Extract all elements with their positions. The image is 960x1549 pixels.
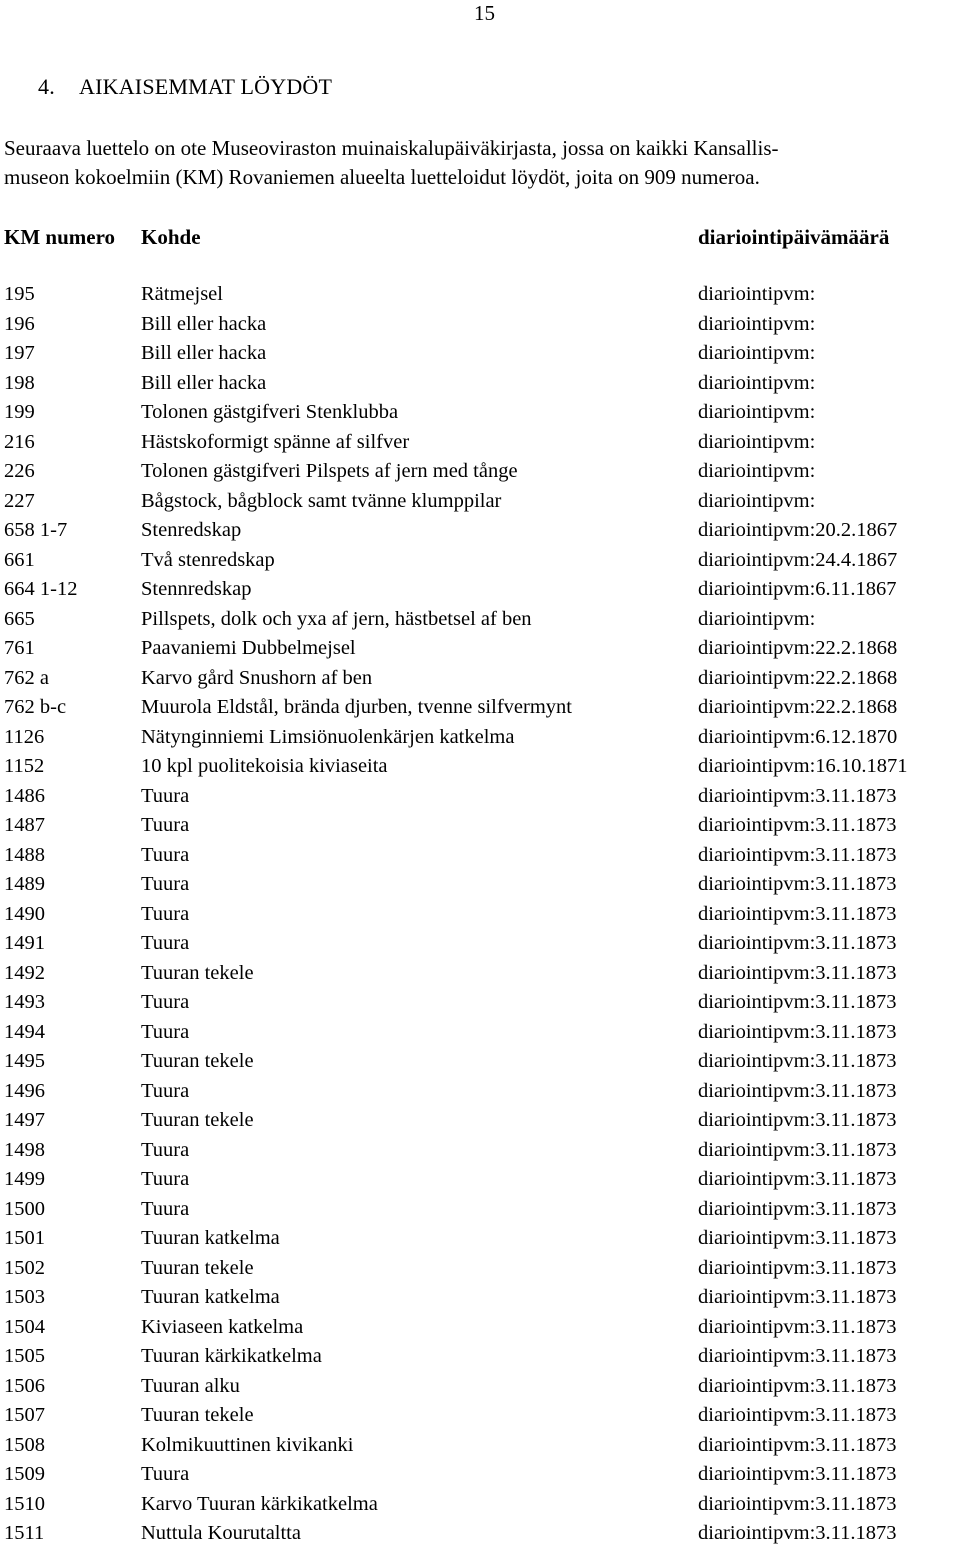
- row-kohde: Stennredskap: [141, 578, 252, 600]
- row-diary-date: diariointipvm:3.11.1873: [698, 1345, 897, 1367]
- table-row: [4, 516, 960, 546]
- row-diary-date: diariointipvm:3.11.1873: [698, 1256, 897, 1279]
- section-title: AIKAISEMMAT LÖYDÖT: [79, 74, 333, 99]
- row-km-number: 1500: [4, 1197, 45, 1220]
- table-row: [4, 398, 960, 428]
- row-diary-date: diariointipvm:22.2.1868: [698, 696, 898, 718]
- header-kohde: Kohde: [141, 225, 201, 249]
- row-kohde: Tuura: [141, 1197, 190, 1220]
- row-kohde: Bågstock, bågblock samt tvänne klumppilar: [141, 489, 502, 512]
- header-diary-date: diariointipäivämäärä: [698, 225, 890, 249]
- row-km-number: 1489: [4, 873, 45, 895]
- row-kohde: Tuura: [141, 873, 190, 895]
- row-km-number: 1498: [4, 1138, 45, 1161]
- table-row: [4, 782, 960, 812]
- row-km-number: 227: [4, 489, 35, 512]
- row-diary-date: diariointipvm:: [698, 430, 816, 453]
- row-diary-date: diariointipvm:3.11.1873: [698, 1168, 897, 1190]
- row-kohde: 10 kpl puolitekoisia kiviaseita: [141, 755, 388, 777]
- row-diary-date: diariointipvm:3.11.1873: [698, 1227, 897, 1249]
- row-kohde: Tuuran tekele: [141, 1050, 254, 1072]
- row-diary-date: diariointipvm:3.11.1873: [698, 902, 897, 925]
- row-diary-date: diariointipvm:3.11.1873: [698, 784, 897, 807]
- row-km-number: 1126: [4, 725, 45, 748]
- row-kohde: Tuura: [141, 991, 190, 1013]
- row-kohde: Tuura: [141, 1138, 190, 1161]
- row-km-number: 1511: [4, 1522, 45, 1544]
- table-row: [4, 280, 960, 310]
- row-kohde: Tuura: [141, 843, 190, 866]
- table-row: [4, 1519, 960, 1549]
- row-kohde: Tolonen gästgifveri Pilspets af jern med tånge: [141, 460, 518, 482]
- row-kohde: Tuura: [141, 1463, 190, 1485]
- row-km-number: 197: [4, 342, 35, 364]
- row-kohde: Tuura: [141, 902, 190, 925]
- table-row: [4, 988, 960, 1018]
- row-kohde: Pillspets, dolk och yxa af jern, hästbetsel af ben: [141, 607, 532, 630]
- row-km-number: 1504: [4, 1315, 45, 1338]
- row-km-number: 1507: [4, 1404, 45, 1426]
- row-diary-date: diariointipvm:: [698, 342, 816, 364]
- row-km-number: 1508: [4, 1433, 45, 1456]
- table-row: [4, 1047, 960, 1077]
- table-row: [4, 752, 960, 782]
- row-kohde: Tuura: [141, 1079, 190, 1102]
- row-diary-date: diariointipvm:16.10.1871: [698, 755, 908, 777]
- table-header: [4, 222, 954, 252]
- table-row: [4, 1165, 960, 1195]
- row-km-number: 1502: [4, 1256, 45, 1279]
- row-diary-date: diariointipvm:3.11.1873: [698, 1492, 897, 1515]
- table-row: [4, 1431, 960, 1461]
- row-km-number: 1509: [4, 1463, 45, 1485]
- row-km-number: 216: [4, 430, 35, 453]
- row-diary-date: diariointipvm:3.11.1873: [698, 1404, 897, 1426]
- row-kohde: Tuuran tekele: [141, 1256, 254, 1279]
- row-diary-date: diariointipvm:: [698, 401, 816, 423]
- table-row: [4, 1136, 960, 1166]
- table-row: [4, 900, 960, 930]
- row-km-number: 762 b-c: [4, 696, 67, 718]
- row-km-number: 1488: [4, 843, 45, 866]
- table-row: [4, 1224, 960, 1254]
- row-diary-date: diariointipvm:: [698, 283, 816, 305]
- table-row: [4, 1077, 960, 1107]
- table-row: [4, 1490, 960, 1520]
- row-km-number: 198: [4, 371, 35, 394]
- row-km-number: 1486: [4, 784, 45, 807]
- row-kohde: Nuttula Kourutaltta: [141, 1522, 301, 1544]
- row-kohde: Tuura: [141, 932, 190, 954]
- table-row: [4, 1460, 960, 1490]
- row-km-number: 196: [4, 312, 35, 335]
- row-diary-date: diariointipvm:3.11.1873: [698, 1315, 897, 1338]
- page-number: 15: [474, 1, 495, 25]
- row-km-number: 1491: [4, 932, 45, 954]
- row-diary-date: diariointipvm:6.11.1867: [698, 578, 897, 600]
- table-row: [4, 1195, 960, 1225]
- row-kohde: Stenredskap: [141, 519, 242, 541]
- table-row: [4, 1401, 960, 1431]
- table-row: [4, 1254, 960, 1284]
- row-km-number: 1501: [4, 1227, 45, 1249]
- row-kohde: Rätmejsel: [141, 283, 223, 305]
- table-row: [4, 870, 960, 900]
- table-row: [4, 1313, 960, 1343]
- row-km-number: 1510: [4, 1492, 45, 1515]
- row-kohde: Bill eller hacka: [141, 371, 267, 394]
- row-diary-date: diariointipvm:20.2.1867: [698, 519, 898, 541]
- row-diary-date: diariointipvm:3.11.1873: [698, 843, 897, 866]
- table-row: [4, 959, 960, 989]
- row-km-number: 762 a: [4, 666, 49, 689]
- row-diary-date: diariointipvm:: [698, 371, 816, 394]
- row-diary-date: diariointipvm:: [698, 460, 816, 482]
- intro-line: Seuraava luettelo on ote Museoviraston muinaiskalupäiväkirjasta, jossa on kaikki Kansallis-: [4, 136, 779, 160]
- row-km-number: 195: [4, 283, 35, 305]
- table-row: [4, 546, 960, 576]
- row-diary-date: diariointipvm:22.2.1868: [698, 637, 898, 659]
- row-diary-date: diariointipvm:3.11.1873: [698, 1286, 897, 1308]
- row-km-number: 1492: [4, 961, 45, 984]
- row-kohde: Karvo gård Snushorn af ben: [141, 666, 373, 689]
- row-diary-date: diariointipvm:: [698, 489, 816, 512]
- row-diary-date: diariointipvm:: [698, 607, 816, 630]
- table-row: [4, 693, 960, 723]
- row-kohde: Tolonen gästgifveri Stenklubba: [141, 401, 399, 423]
- row-km-number: 226: [4, 460, 35, 482]
- row-km-number: 665: [4, 607, 35, 630]
- row-diary-date: diariointipvm:3.11.1873: [698, 1463, 897, 1485]
- row-kohde: Muurola Eldstål, brända djurben, tvenne silfvermynt: [141, 696, 572, 718]
- table-row: [4, 1018, 960, 1048]
- row-km-number: 1503: [4, 1286, 45, 1308]
- row-kohde: Tuuran tekele: [141, 1404, 254, 1426]
- row-diary-date: diariointipvm:3.11.1873: [698, 1050, 897, 1072]
- row-km-number: 1490: [4, 902, 45, 925]
- row-kohde: Tuuran katkelma: [141, 1227, 280, 1249]
- row-kohde: Bill eller hacka: [141, 312, 267, 335]
- row-diary-date: diariointipvm:3.11.1873: [698, 1109, 897, 1131]
- row-km-number: 1494: [4, 1020, 45, 1043]
- row-diary-date: diariointipvm:3.11.1873: [698, 991, 897, 1013]
- finds-table: [4, 280, 960, 1549]
- section-heading: [38, 74, 332, 100]
- row-km-number: 664 1-12: [4, 578, 78, 600]
- row-km-number: 1497: [4, 1109, 45, 1131]
- row-kohde: Tuuran kärkikatkelma: [141, 1345, 322, 1367]
- row-kohde: Kiviaseen katkelma: [141, 1315, 304, 1338]
- row-km-number: 761: [4, 637, 35, 659]
- table-row: [4, 428, 960, 458]
- row-diary-date: diariointipvm:3.11.1873: [698, 1374, 897, 1397]
- row-diary-date: diariointipvm:3.11.1873: [698, 961, 897, 984]
- row-km-number: 199: [4, 401, 35, 423]
- table-row: [4, 723, 960, 753]
- table-row: [4, 929, 960, 959]
- row-diary-date: diariointipvm:: [698, 312, 816, 335]
- row-km-number: 658 1-7: [4, 519, 68, 541]
- row-diary-date: diariointipvm:3.11.1873: [698, 1522, 897, 1544]
- header-km-number: KM numero: [4, 225, 116, 249]
- row-kohde: Bill eller hacka: [141, 342, 267, 364]
- row-diary-date: diariointipvm:3.11.1873: [698, 1433, 897, 1456]
- row-diary-date: diariointipvm:3.11.1873: [698, 1020, 897, 1043]
- row-kohde: Tuuran alku: [141, 1374, 240, 1397]
- row-km-number: 1506: [4, 1374, 45, 1397]
- row-km-number: 1152: [4, 755, 45, 777]
- section-number: 4.: [38, 74, 55, 99]
- row-diary-date: diariointipvm:3.11.1873: [698, 814, 897, 836]
- table-row: [4, 841, 960, 871]
- row-diary-date: diariointipvm:3.11.1873: [698, 1197, 897, 1220]
- table-row: [4, 605, 960, 635]
- row-km-number: 1496: [4, 1079, 45, 1102]
- row-kohde: Tuuran tekele: [141, 1109, 254, 1131]
- row-kohde: Tuura: [141, 1168, 190, 1190]
- table-row: [4, 664, 960, 694]
- intro-paragraph: [4, 134, 954, 192]
- row-diary-date: diariointipvm:3.11.1873: [698, 1079, 897, 1102]
- row-diary-date: diariointipvm:3.11.1873: [698, 932, 897, 954]
- row-diary-date: diariointipvm:3.11.1873: [698, 1138, 897, 1161]
- table-row: [4, 1283, 960, 1313]
- row-km-number: 661: [4, 548, 35, 571]
- row-kohde: Tuura: [141, 784, 190, 807]
- row-diary-date: diariointipvm:22.2.1868: [698, 666, 898, 689]
- row-km-number: 1495: [4, 1050, 45, 1072]
- table-row: [4, 811, 960, 841]
- table-row: [4, 310, 960, 340]
- row-kohde: Karvo Tuuran kärkikatkelma: [141, 1492, 378, 1515]
- row-kohde: Tuura: [141, 814, 190, 836]
- table-row: [4, 487, 960, 517]
- row-kohde: Kolmikuuttinen kivikanki: [141, 1433, 354, 1456]
- intro-line: museon kokoelmiin (KM) Rovaniemen alueelta luetteloidut löydöt, joita on 909 numeroa.: [4, 165, 760, 189]
- table-row: [4, 339, 960, 369]
- table-row: [4, 369, 960, 399]
- row-kohde: Tuuran tekele: [141, 961, 254, 984]
- row-km-number: 1505: [4, 1345, 45, 1367]
- row-diary-date: diariointipvm:24.4.1867: [698, 548, 898, 571]
- row-diary-date: diariointipvm:3.11.1873: [698, 873, 897, 895]
- table-row: [4, 1106, 960, 1136]
- table-row: [4, 457, 960, 487]
- row-kohde: Två stenredskap: [141, 548, 275, 571]
- row-kohde: Paavaniemi Dubbelmejsel: [141, 637, 356, 659]
- row-kohde: Hästskoformigt spänne af silfver: [141, 430, 410, 453]
- row-kohde: Tuura: [141, 1020, 190, 1043]
- table-row: [4, 634, 960, 664]
- row-km-number: 1493: [4, 991, 45, 1013]
- row-kohde: Nätynginniemi Limsiönuolenkärjen katkelma: [141, 725, 515, 748]
- row-km-number: 1499: [4, 1168, 45, 1190]
- row-km-number: 1487: [4, 814, 45, 836]
- row-kohde: Tuuran katkelma: [141, 1286, 280, 1308]
- table-row: [4, 575, 960, 605]
- table-row: [4, 1372, 960, 1402]
- row-diary-date: diariointipvm:6.12.1870: [698, 725, 898, 748]
- table-row: [4, 1342, 960, 1372]
